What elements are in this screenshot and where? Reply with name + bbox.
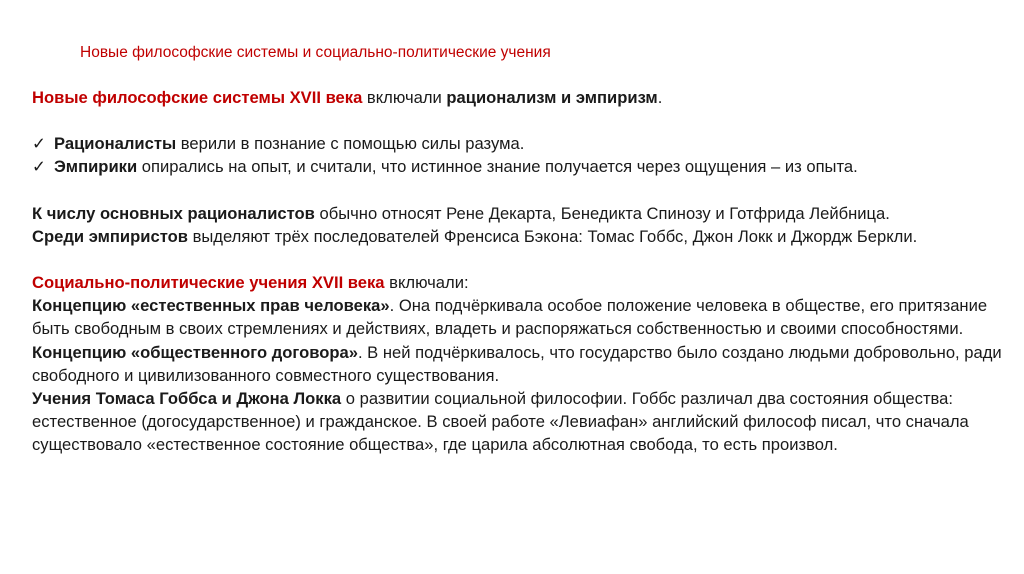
concept-text: о развитии социальной философии. Гоббс различал два состояния общества: естественное (догосударственное) и гражданское. В своей работе «Левиафан» английский философ писал, что сначала существовало «естественное состояние общества», где царила абсолютная свобода, то есть произвол.	[32, 389, 969, 455]
concept-hobbes-locke	[32, 387, 1002, 457]
intro-paragraph	[32, 86, 1002, 109]
empiricists-text: выделяют трёх последователей Френсиса Бэкона: Томас Гоббс, Джон Локк и Джордж Беркли.	[187, 226, 918, 246]
slide-title: Новые философские системы и социально-политические учения	[80, 44, 551, 61]
rationalists-text: обычно относят Рене Декарта, Бенедикта Спинозу и Готфрида Лейбница.	[314, 203, 890, 223]
concept-text: . В ней подчёркивалось, что государство было создано людьми добровольно, ради свободного и цивилизованного совместного существования.	[32, 342, 1002, 385]
intro-lead: Новые философские системы XVII века	[32, 88, 363, 107]
concept-social-contract	[32, 341, 1002, 387]
rationalists-term: К числу основных рационалистов	[32, 203, 315, 223]
checkmark-icon: ✓	[32, 134, 46, 154]
concept-text: . Она подчёркивала особое положение человека в обществе, его притязание быть свободным в своих стремлениях и действиях, владеть и распоряжаться собственностью и своими способностями.	[32, 296, 988, 339]
social-text: включали:	[384, 273, 469, 293]
social-heading	[32, 271, 1002, 294]
empiricists-term: Среди эмпиристов	[32, 226, 188, 246]
bullet-empiricists	[32, 155, 1002, 178]
concept-term: Учения Томаса Гоббса и Джона Локка	[32, 389, 342, 409]
rationalists-paragraph	[32, 202, 1002, 225]
bullet-term: Эмпирики	[54, 157, 138, 177]
slide-body	[32, 86, 1002, 457]
spacer	[32, 248, 1002, 271]
checkmark-icon: ✓	[32, 157, 46, 177]
concept-term: Концепцию «естественных прав человека»	[32, 296, 390, 316]
spacer	[32, 179, 1002, 202]
concept-term: Концепцию «общественного договора»	[32, 342, 358, 362]
intro-mid: включали	[362, 88, 447, 107]
bullet-text: верили в познание с помощью силы разума.	[176, 134, 525, 154]
bullet-rationalists	[32, 132, 1002, 155]
social-lead: Социально-политические учения XVII века	[32, 273, 385, 293]
intro-end: .	[657, 88, 663, 107]
bullet-term: Рационалисты	[54, 134, 177, 154]
empiricists-paragraph	[32, 225, 1002, 248]
intro-bold: рационализм и эмпиризм	[446, 88, 658, 107]
spacer	[32, 109, 1002, 132]
concept-natural-rights	[32, 294, 1002, 340]
bullet-text: опирались на опыт, и считали, что истинное знание получается через ощущения – из опыта.	[137, 157, 858, 177]
